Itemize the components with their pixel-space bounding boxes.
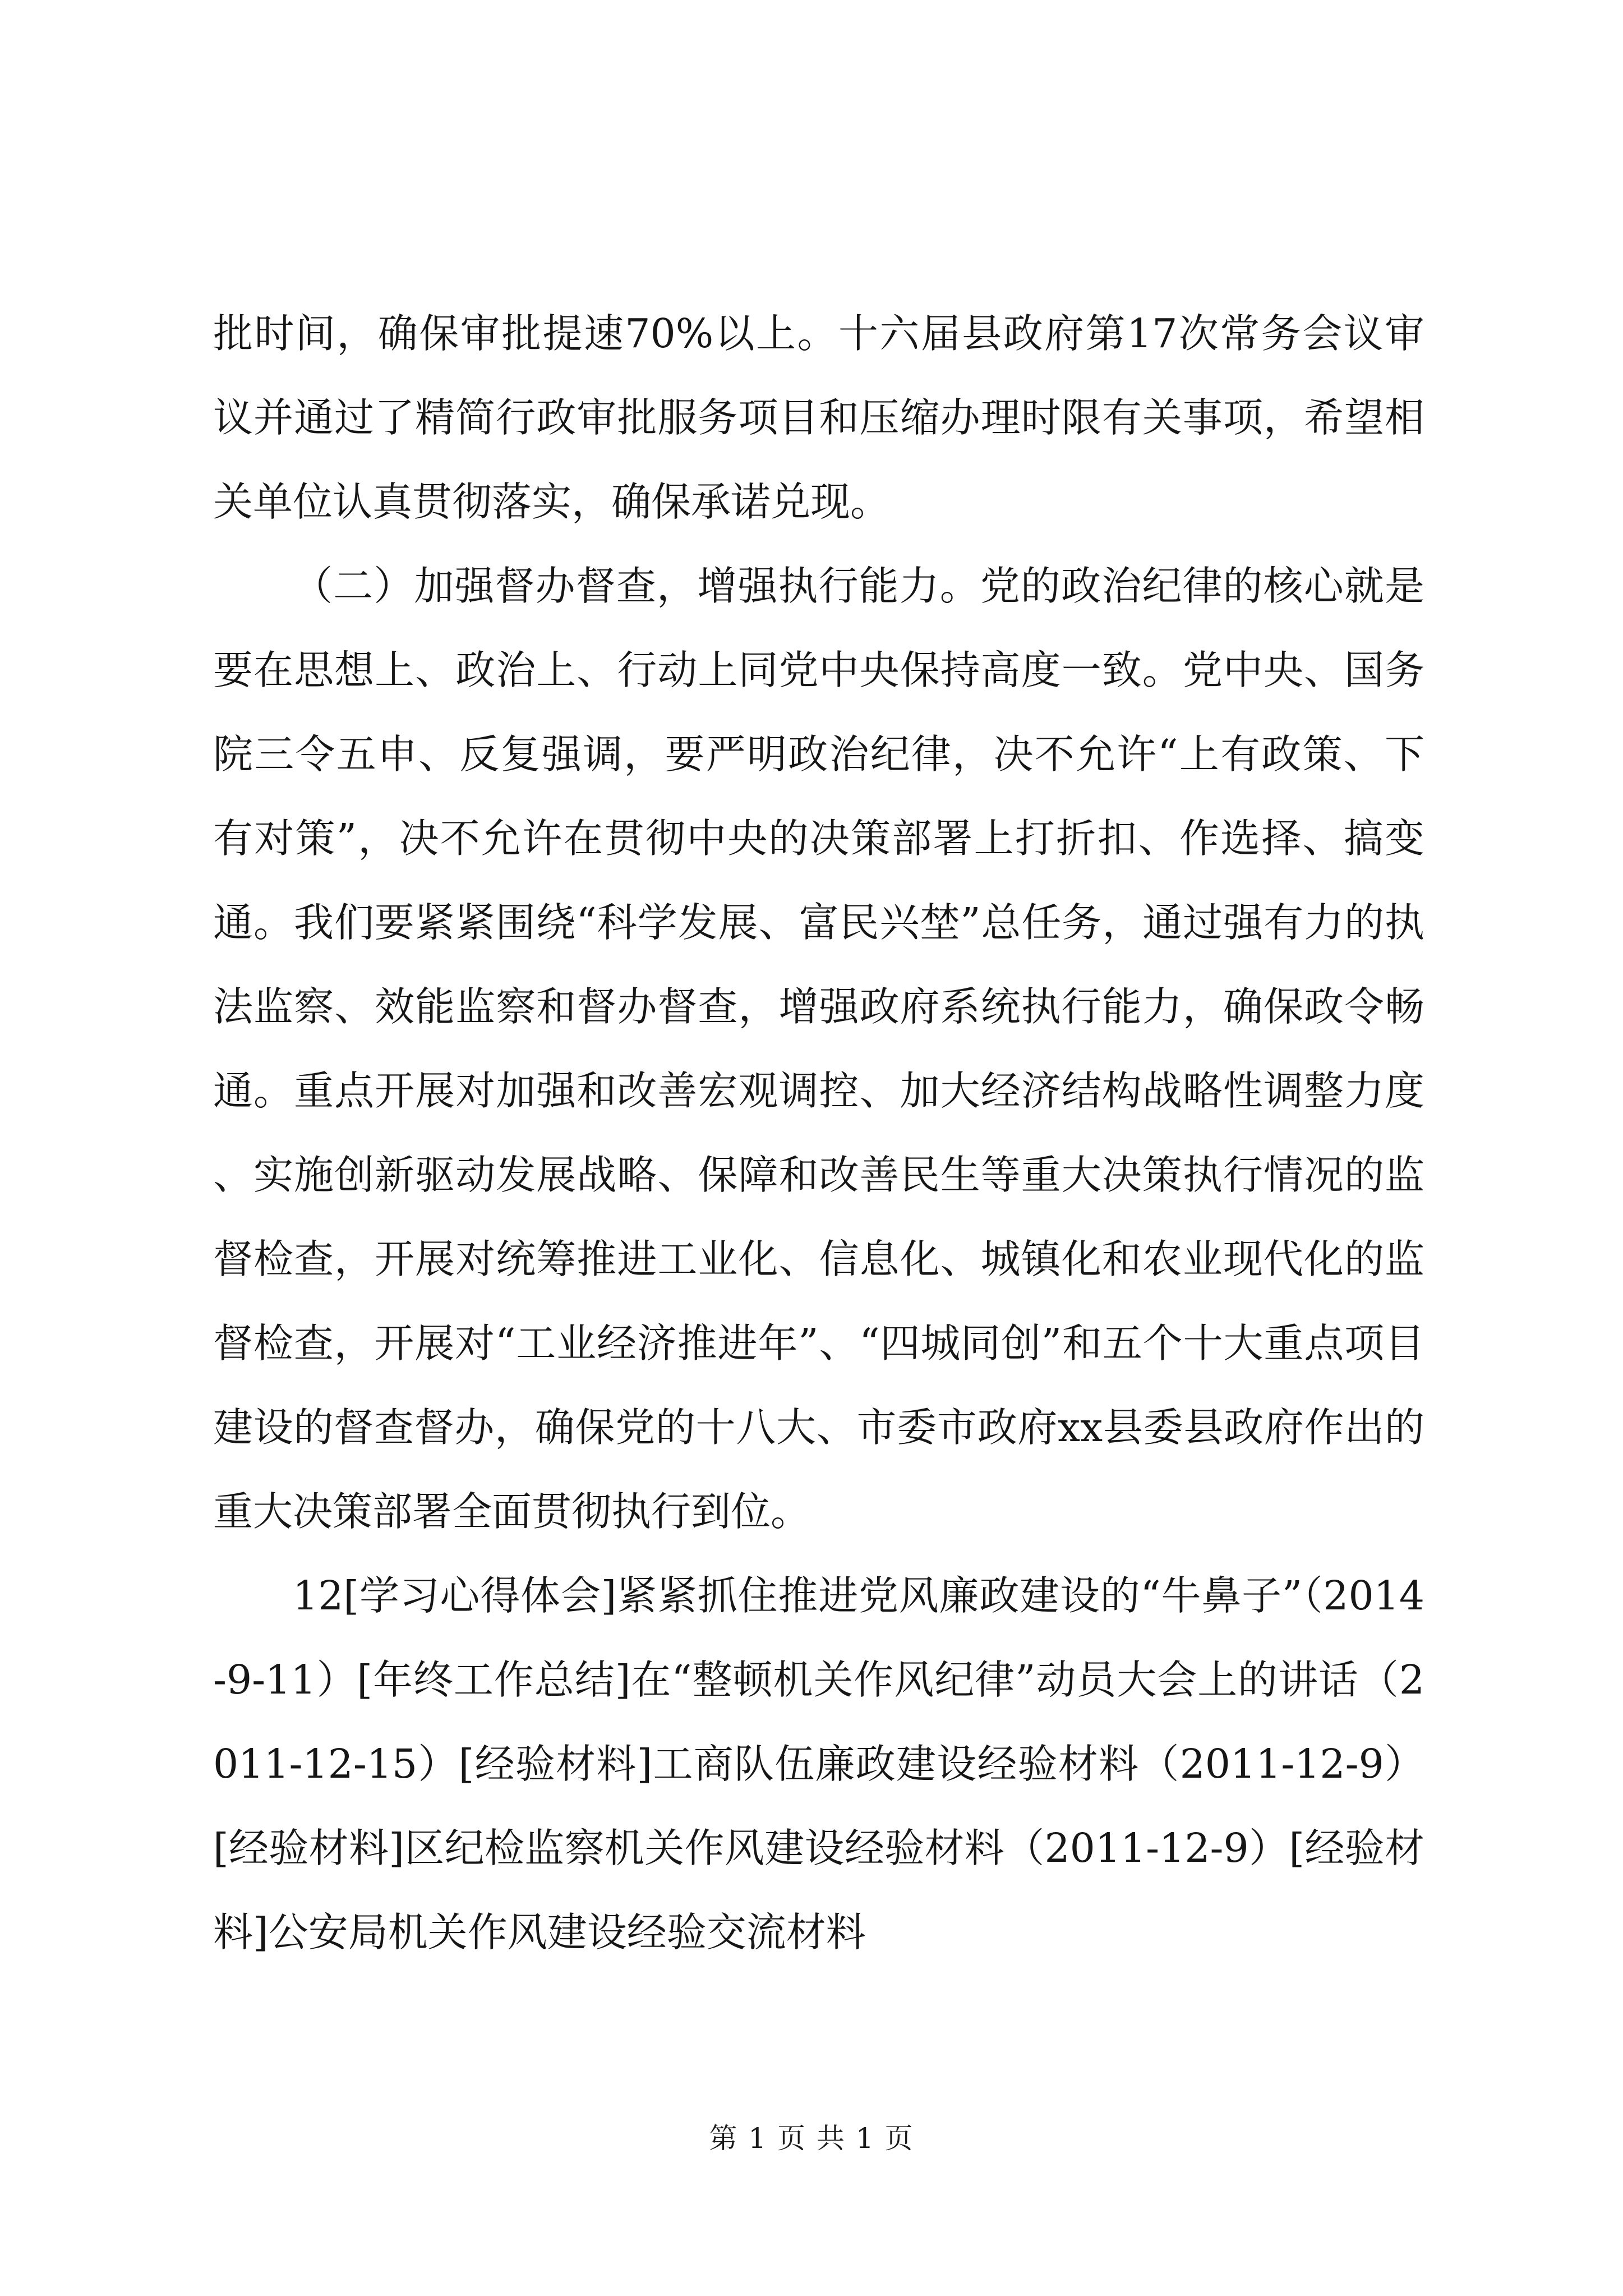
document-body (213, 292, 1424, 1975)
paragraph-1: 批时间，确保审批提速70%以上。十六届县政府第17次常务会议审议并通过了精简行政审批服务项目和压缩办理时限有关事项，希望相关单位认真贯彻落实，确保承诺兑现。 (213, 310, 1424, 525)
page-number-footer: 第 1 页 共 1 页 (709, 2122, 914, 2155)
paragraph-2: （二）加强督办督查，增强执行能力。党的政治纪律的核心就是要在思想上、政治上、行动上同党中央保持高度一致。党中央、国务院三令五申、反复强调，要严明政治纪律，决不允许“上有政策、下有对策”，决不允许在贯彻中央的决策部署上打折扣、作选择、搞变通。我们要紧紧围绕“科学发展、富民兴埜”总任务，通过强有力的执法监察、效能监察和督办督查，增强政府系统执行能力，确保政令畅通。重点开展对加强和改善宏观调控、加大经济结构战略性调整力度、实施创新驱动发展战略、保障和改善民生等重大决策执行情况的监督检查，开展对统筹推进工业化、信息化、城镇化和农业现代化的监督检查，开展对“工业经济推进年”、“四城同创”和五个十大重点项目建设的督查督办，确保党的十八大、市委市政府xx县委县政府作出的重大决策部署全面贯彻执行到位。 (213, 563, 1424, 1535)
paragraph-3: 12[学习心得体会]紧紧抓住推进党风廉政建设的“牛鼻子”（2014-9-11）[年终工作总结]在“整顿机关作风纪律”动员大会上的讲话（2011-12-15）[经验材料]工商队伍廉政建设经验材料（2011-12-9）[经验材料]区纪检监察机关作风建设经验材料（2011-12-9）[经验材料]公安局机关作风建设经验交流材料 (213, 1572, 1424, 1955)
